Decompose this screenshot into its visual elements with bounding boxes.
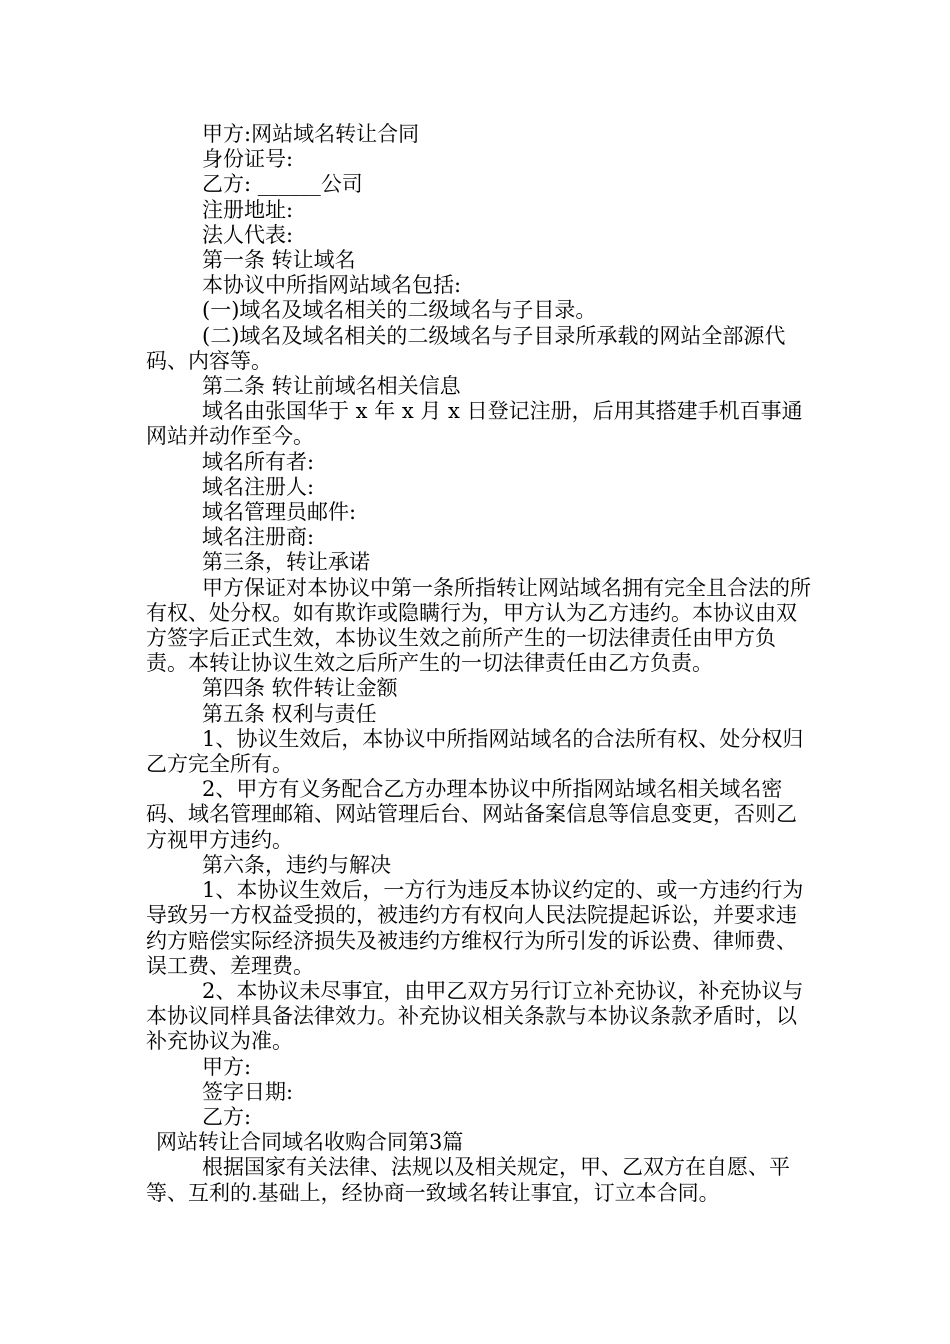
article-1-heading: 第一条 转让域名 xyxy=(202,248,356,273)
article-2-paragraph: 域名由张国华于 x 年 x 月 x 日登记注册，后用其搭建手机百事通网站并动作至今。 xyxy=(146,399,803,449)
article-5-item-1: 1、协议生效后，本协议中所指网站域名的合法所有权、处分权归乙方完全所有。 xyxy=(146,726,804,777)
article-5-item-2: 2、甲方有义务配合乙方办理本协议中所指网站域名相关域名密码、域名管理邮箱、网站管理后台、网站备案信息等信息变更，否则乙方视甲方违约。 xyxy=(146,777,797,852)
article-1-item-1: (一)域名及域名相关的二级域名与子目录。 xyxy=(202,298,597,323)
article-5-heading: 第五条 权利与责任 xyxy=(202,701,377,726)
article-1-item-2: (二)域名及域名相关的二级域名与子目录所承载的网站全部源代码、内容等。 xyxy=(146,323,786,373)
domain-owner-line: 域名所有者: xyxy=(202,449,315,474)
article-6-heading: 第六条，违约与解决 xyxy=(202,852,391,877)
registered-address-line: 注册地址: xyxy=(202,197,294,222)
section-title: 网站转让合同域名收购合同第3篇 xyxy=(156,1130,464,1155)
article-3-paragraph: 甲方保证对本协议中第一条所指转让网站域名拥有完全且合法的所有权、处分权。如有欺诈或隐瞒行为，甲方认为乙方违约。本协议由双方签字后正式生效，本协议生效之前所产生的一切法律责任由甲方负责。本转让协议生效之后所产生的一切法律责任由乙方负责。 xyxy=(146,575,811,676)
article-3-heading: 第三条，转让承诺 xyxy=(202,550,370,575)
domain-registrar-line: 域名注册商: xyxy=(202,525,315,550)
legal-representative-line: 法人代表: xyxy=(202,222,294,247)
article-4-heading: 第四条 软件转让金额 xyxy=(202,676,398,701)
party-b-line: 乙方: ______公司 xyxy=(202,172,363,197)
domain-registrant-line: 域名注册人: xyxy=(202,474,315,499)
signature-date: 签字日期: xyxy=(202,1079,294,1104)
signature-party-b: 乙方: xyxy=(202,1104,252,1129)
article-2-heading: 第二条 转让前域名相关信息 xyxy=(202,374,461,399)
domain-admin-email-line: 域名管理员邮件: xyxy=(202,500,357,525)
signature-party-a: 甲方: xyxy=(202,1054,252,1079)
document-body xyxy=(146,122,814,1206)
article-6-item-2: 2、本协议未尽事宜，由甲乙双方另行订立补充协议，补充协议与本协议同样具备法律效力。补充协议相关条款与本协议条款矛盾时，以补充协议为准。 xyxy=(146,978,804,1054)
article-1-intro: 本协议中所指网站域名包括: xyxy=(202,273,462,298)
id-number-line: 身份证号: xyxy=(202,147,294,172)
contract-intro-paragraph: 根据国家有关法律、法规以及相关规定，甲、乙双方在自愿、平等、互利的.基础上，经协商一致域名转让事宜，订立本合同。 xyxy=(146,1155,790,1205)
party-a-line: 甲方:网站域名转让合同 xyxy=(202,122,420,146)
article-6-item-1: 1、本协议生效后，一方行为违反本协议约定的、或一方违约行为导致另一方权益受损的，被违约方有权向人民法院提起诉讼，并要求违约方赔偿实际经济损失及被违约方维权行为所引发的诉讼费、律师费、误工费、差理费。 xyxy=(146,878,804,978)
